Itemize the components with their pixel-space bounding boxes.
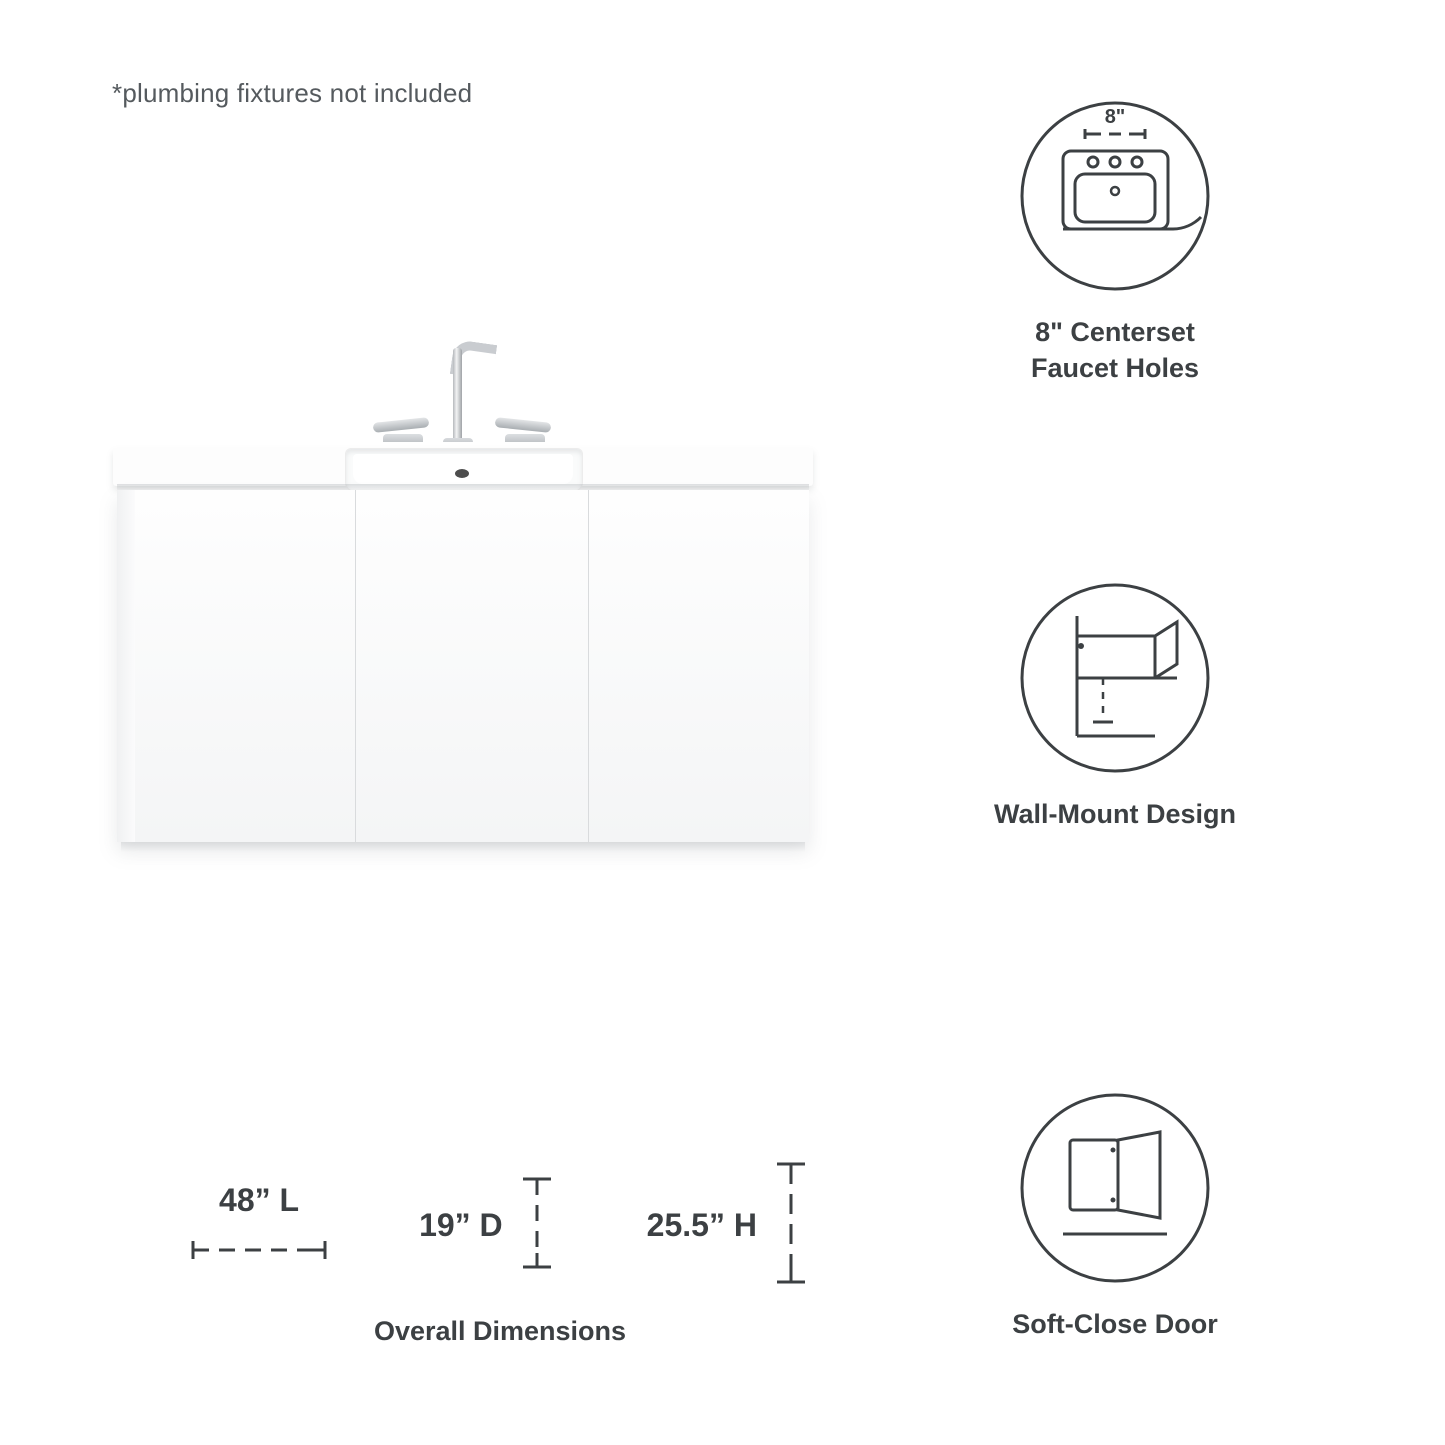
feature-faucet-caption (905, 314, 1325, 387)
cabinet-body (117, 490, 809, 842)
soft-close-door-icon (1015, 1088, 1215, 1288)
faucet-holes-icon (1015, 96, 1215, 296)
product-illustration (95, 330, 835, 890)
overall-dimensions-caption: Overall Dimensions (373, 1316, 627, 1346)
wall-mount-icon (1015, 578, 1215, 778)
feature-caption-line1: 8" Centerset (1035, 317, 1195, 347)
faucet-hole-measure-label: 8" (1104, 106, 1126, 128)
cabinet-side-panel (117, 490, 135, 842)
cabinet-door-left (117, 490, 356, 842)
overall-dimensions-block (150, 1150, 850, 1347)
depth-arrow-icon (517, 1173, 557, 1278)
dimension-depth (419, 1173, 557, 1278)
cabinet-shadow (121, 842, 805, 852)
faucet-handle-left (373, 417, 430, 433)
dimension-width-label: 48” L (219, 1182, 300, 1218)
feature-door-caption: Soft-Close Door (1012, 1309, 1218, 1339)
feature-wall-mount (905, 578, 1325, 832)
disclaimer-text: *plumbing fixtures not included (112, 78, 473, 108)
height-arrow-icon (771, 1158, 811, 1293)
faucet-handle-right (495, 417, 552, 433)
feature-caption-line2: Faucet Holes (1030, 353, 1200, 384)
dimension-depth-label: 19” D (419, 1206, 503, 1243)
sink-drain (455, 469, 469, 478)
faucet-spout (453, 348, 462, 446)
dimension-width (189, 1182, 329, 1268)
cabinet-door-center (356, 490, 589, 842)
dimension-height-label: 25.5” H (646, 1206, 757, 1243)
dimension-height (647, 1158, 811, 1293)
feature-wall-caption: Wall-Mount Design (994, 799, 1236, 829)
feature-faucet-holes (905, 96, 1325, 387)
cabinet-door-right (589, 490, 809, 842)
feature-soft-close-door (905, 1088, 1325, 1342)
width-arrow-icon (189, 1237, 329, 1268)
